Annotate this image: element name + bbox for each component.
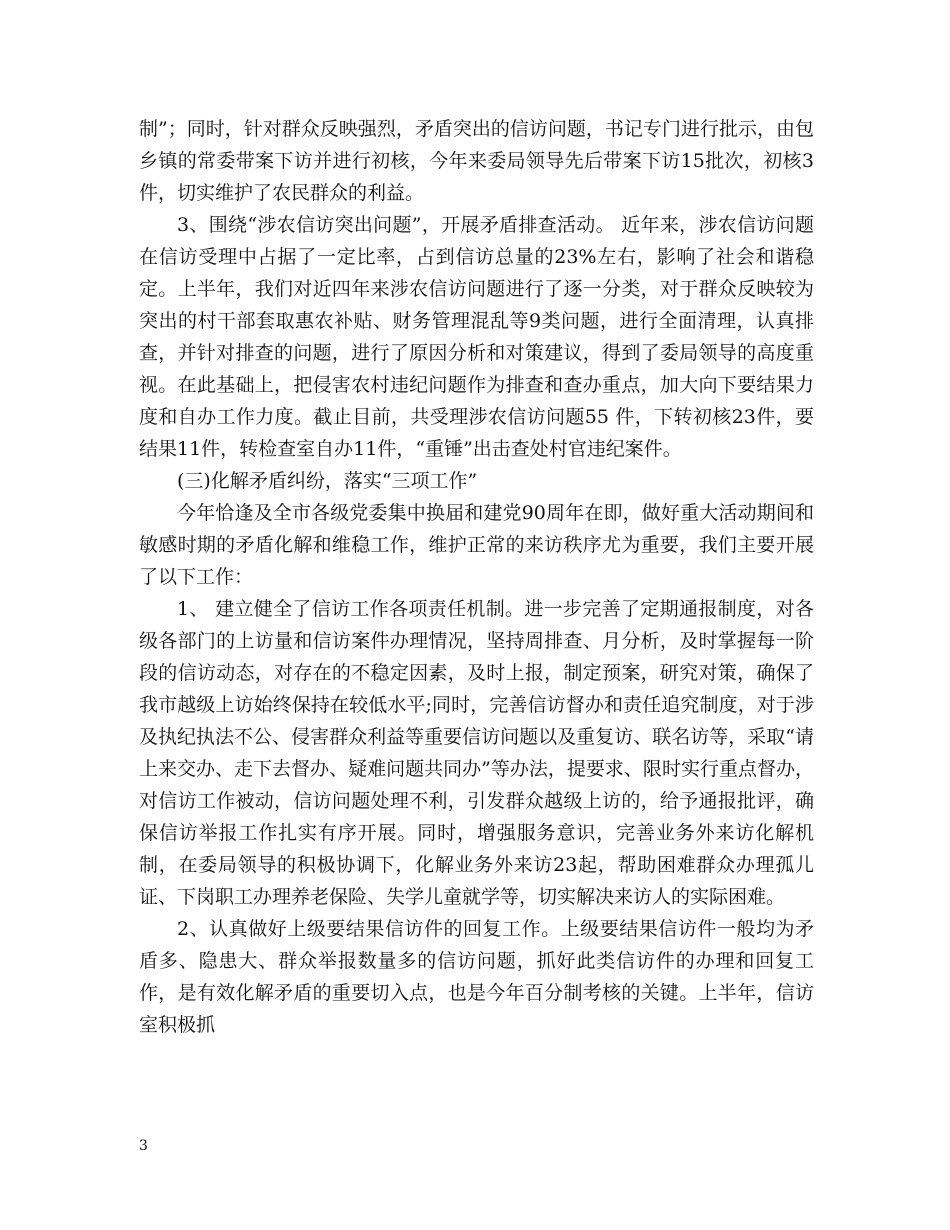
document-body: [139, 113, 814, 1041]
paragraph-6: 2、认真做好上级要结果信访件的回复工作。上级要结果信访件一般均为矛盾多、隐患大、群众举报数量多的信访问题，抓好此类信访件的办理和回复工作，是有效化解矛盾的重要切入点，也是今年百分制考核的关键。上半年，信访室积极抓: [139, 918, 814, 1036]
page-number: 3: [139, 1138, 148, 1154]
paragraph-4: 今年恰逢及全市各级党委集中换届和建党90周年在即，做好重大活动期间和敏感时期的矛盾化解和维稳工作，维护正常的来访秩序尤为重要，我们主要开展了以下工作：: [139, 502, 814, 588]
paragraph-5: 1、 建立健全了信访工作各项责任机制。进一步完善了定期通报制度，对各级各部门的上访量和信访案件办理情况，坚持周排查、月分析，及时掌握每一阶段的信访动态，对存在的不稳定因素，及时上报，制定预案，研究对策，确保了我市越级上访始终保持在较低水平;同时，完善信访督办和责任追究制度，对于涉及执纪执法不公、侵害群众利益等重要信访问题以及重复访、联名访等，采取“请上来交办、走下去督办、疑难问题共同办”等办法，提要求、限时实行重点督办，对信访工作被动，信访问题处理不利，引发群众越级上访的，给予通报批评，确保信访举报工作扎实有序开展。同时，增强服务意识，完善业务外来访化解机制，在委局领导的积极协调下，化解业务外来访23起，帮助困难群众办理孤儿证、下岗职工办理养老保险、失学儿童就学等，切实解决来访人的实际困难。: [139, 598, 814, 908]
paragraph-3-heading: (三)化解矛盾纠纷，落实“三项工作”: [177, 470, 478, 492]
paragraph-2: 3、围绕“涉农信访突出问题”，开展矛盾排查活动。 近年来，涉农信访问题在信访受理中占据了一定比率，占到信访总量的23%左右，影响了社会和谐稳定。上半年，我们对近四年来涉农信访问题进行了逐一分类，对于群众反映较为突出的村干部套取惠农补贴、财务管理混乱等9类问题，进行全面清理，认真排查，并针对排查的问题，进行了原因分析和对策建议，得到了委局领导的高度重视。在此基础上，把侵害农村违纪问题作为排查和查办重点，加大向下要结果力度和自办工作力度。截止目前，共受理涉农信访问题55 件，下转初核23件，要结果11件，转检查室自办11件，“重锤”出击查处村官违纪案件。: [139, 214, 814, 460]
paragraph-1: 制”；同时，针对群众反映强烈，矛盾突出的信访问题，书记专门进行批示，由包乡镇的常委带案下访并进行初核，今年来委局领导先后带案下访15批次，初核3件，切实维护了农民群众的利益。: [139, 118, 814, 204]
